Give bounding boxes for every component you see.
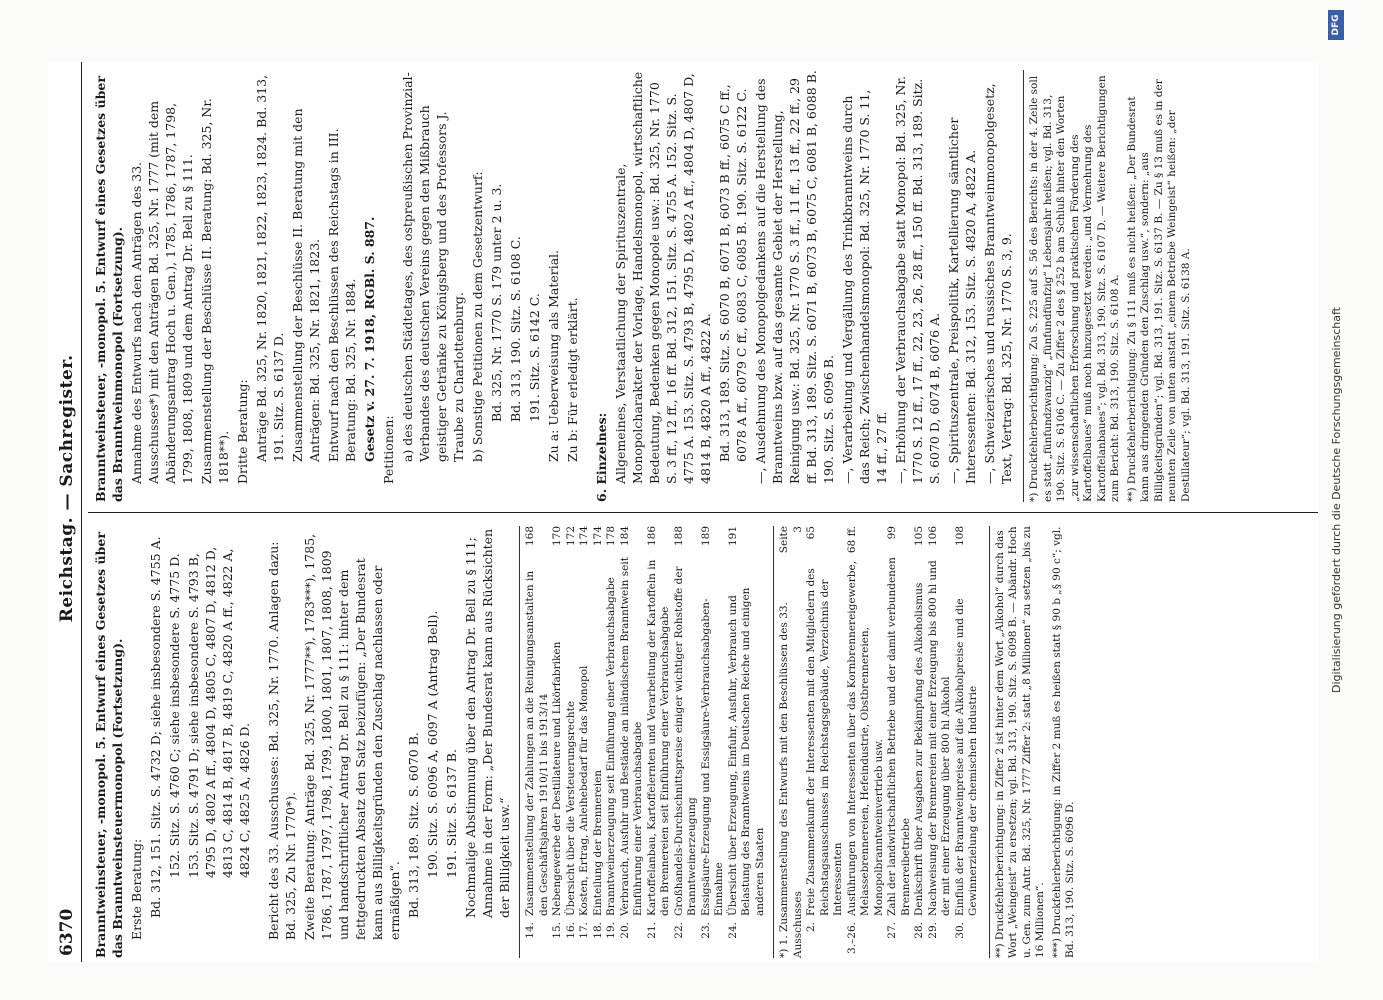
running-head <box>48 62 82 962</box>
right-column <box>92 70 1196 502</box>
footnote: **) Druckfehlerberichtigung: in Ziffer 2 ist hinter dem Wort „Alkohol“ durch das Wort „Weingeist“ zu ersetzen; vgl. Bd. 313, 190. Sitz. S. 6098 B. — Abändr. Hoch u. Gen. zum Antr. Bd. 325, Nr. 1777 Ziffer 2: statt „8 Millionen“ zu setzen „bis zu 16 Millionen“. <box>993 526 1046 958</box>
footnotes <box>1023 70 1193 502</box>
entry-line: 191. Sitz. S. 6137 B. <box>444 749 459 878</box>
list-item: *) 1. Zusammenstellung des Entwurfs mit den Beschlüssen des 33. Ausschusses Seite 3 <box>778 526 804 958</box>
entry-line: Zusammenstellung der Beschlüsse II. Beratung: Bd. 325, Nr. 1818**). <box>199 98 231 484</box>
left-column <box>92 526 1081 958</box>
entry-line: Gesetz v. 27. 7. 1918, RGBl. S. 887. <box>362 216 377 462</box>
list-item: 20. Verbrauch, Ausfuhr und Bestände an inländischem Branntwein seit Einführung einer Verbrauchsabgabe 184 <box>618 526 644 939</box>
entry-line: Bd. 313, 189. Sitz. S. 6070 B. <box>406 732 421 918</box>
list-item: 28. Denkschrift über Ausgaben zur Bekämpfung des Alkoholismus 105 <box>913 526 925 939</box>
page-number: 6370 <box>57 908 77 956</box>
footnotes <box>989 526 1078 958</box>
entry-line: —, Spirituszentrale, Preispolitik, Kartellierung sämtlicher Interessenten: Bd. 312, 153. Sitz. S. 4820 A, 4822 A. <box>946 117 978 484</box>
list-item: 27. Zahl der landwirtschaftlichen Betriebe und der damit verbundenen Brennereibetriebe 99 <box>886 526 912 939</box>
entry-line: —, Ausdehnung des Monopolgedankens auf die Herstellung des Branntweins bzw. auf das gesamte Gebiet der Herstellung, Reinigung usw.: Bd. 325, Nr. 1770 S. 3 ff., 11 ff., 13 ff., 22 ff., 29 ff. Bd. 313, 189. Sitz. S. 6071 B, 6073 B, 6075 C, 6081 B, 6088 B. 190. Sitz. S. 6096 B. <box>753 70 836 484</box>
dfg-logo: DFG <box>1328 10 1344 40</box>
appendix-list-2 <box>773 526 981 958</box>
list-item: 21. Kartoffelanbau, Kartoffelernten und Verarbeitung der Kartoffeln in den Brennereien seit Einführung einer Verbrauchsabgabe 186 <box>645 526 671 939</box>
list-item: 23. Essigsäure-Erzeugung und Essigsäure-Verbrauchsabgaben-Einnahme 189 <box>699 526 725 939</box>
entry-line: Nochmalige Abstimmung über den Antrag Dr. Bell zu § 111; Annahme in der Form: „Der Bundesrat kann aus Rücksichten der Billigkeit usw.“ <box>463 528 512 918</box>
entry-line: Bd. 313, 190. Sitz. S. 6108 C. <box>508 236 523 422</box>
entry-line: Bd. 312, 151. Sitz. S. 4732 D; siehe insbesondere S. 4755 A. <box>148 536 163 918</box>
entry-line: b) Sonstige Petitionen zu dem Gesetzentwurf: <box>470 171 485 462</box>
list-item: 29. Nachweisung der Brennereien mit einer Erzeugung bis 800 hl und der mit einer Erzeugung über 800 hl Alkohol 106 <box>926 526 952 939</box>
entry-line: 153. Sitz. S. 4791 D; siehe insbesondere S. 4793 B, 4795 D, 4802 A ff., 4804 D, 4805 C, 4807 D, 4812 D, 4813 C, 4814 B, 4817 B, 4819 C, 4820 A ff., 4822 A, 4824 C, 4825 A, 4826 D. <box>186 546 252 878</box>
entry-line: Entwurf nach den Beschlüssen des Reichstags in III. Beratung: Bd. 325, Nr. 1884. <box>326 128 358 462</box>
footnote: **) Druckfehlerberichtigung: Zu § 111 muß es nicht heißen: „Der Bundesrat kann aus dringenden Gründen den Zuschlag usw.“, sondern: „aus Billigkeitsgründen“; vgl. Bd. 313, 191. Sitz. S. 6137 B. — Zu § 13 muß es in der neunten Zeile von unten anstatt „einem Betriebe Weingeist“ heißen: „der Destillateur“; vgl. Bd. 313, 191. Sitz. S. 6138 A. <box>1125 79 1192 502</box>
list-item: 24. Übersicht über Erzeugung, Einfuhr, Ausfuhr, Verbrauch und Belastung des Branntweins im Deutschen Reiche und einigen anderen Staaten 191 <box>726 526 766 939</box>
entry-line: Bericht des 33. Ausschusses: Bd. 325, Nr. 1770. Anlagen dazu: Bd. 325, Zu Nr. 1770*). <box>266 541 298 940</box>
entry-line: —, Verarbeitung und Vergällung des Trinkbranntweins durch das Reich; Zwischenhandelsmonopol: Bd. 325, Nr. 1770 S. 11, 14 ff., 27 ff. <box>840 89 889 484</box>
list-item: 17. Kosten, Ertrag, Anleihebedarf für das Monopol 174 <box>578 526 590 939</box>
entry-line: —, Schweizerisches und russisches Branntweinmonopolgesetz, Text, Vertrag: Bd. 325, Nr. 1770 S. 3, 9. <box>982 83 1014 484</box>
entry-line: Petitionen: <box>381 415 396 484</box>
entry-line: —, Erhöhung der Verbrauchsabgabe statt Monopol: Bd. 325, Nr. 1770 S. 12 ff., 17 ff., 22, 23, 26, 28 ff., 150 ff. Bd. 313, 189. Sitz. S. 6070 D, 6074 B, 6076 A. <box>893 75 942 484</box>
page-scan <box>48 62 1318 962</box>
list-item: 16. Übersicht über die Versteuerungsrechte 172 <box>564 526 577 939</box>
list-item: 15. Nebengewerbe der Destillateure und Likörfabriken 170 <box>551 526 563 939</box>
entry-heading: Branntweinsteuer, -monopol. 5. Entwurf eines Gesetzes über das Branntweinmonopol (Fortsetzung). <box>93 76 125 502</box>
footnote: *) Druckfehlerberichtigung: Zu S. 225 auf S. 56 des Berichts: in der 4. Zeile soll es statt „fünfundzwanzig“ „fünfundfünfzig“ Lebensjahr heißen; vgl. Bd. 313, 190. Sitz. S. 6106 C. — Zu Ziffer 2 des § 252 b am Schluß hinter den Worten „zur wissenschaftlichen Erforschung und praktischen Förderung des Kartoffelbaues“ muß noch hinzugesetzt werden: „und Vermehrung des Kartoffelanbaues“; vgl. Bd. 313, 190. Sitz. S. 6107 D. — Weitere Berichtigungen zum Bericht: Bd. 313, 190. Sitz. S. 6108 A. <box>1028 75 1121 502</box>
entry-line: Zusammenstellung der Beschlüsse II. Beratung mit den Anträgen: Bd. 325, Nr. 1821, 1823. <box>290 108 322 462</box>
list-item: 19. Branntweinerzeugung seit Einführung einer Verbrauchsabgabe 178 <box>605 526 617 939</box>
entry-line: 190. Sitz. S. 6096 A, 6097 A (Antrag Bell). <box>425 610 440 878</box>
list-item: 14. Zusammenstellung der Zahlungen an die Reinigungsanstalten in den Geschäftsjahren 1910/11 bis 1913/14 168 <box>524 526 550 939</box>
entry-line: Erste Beratung: <box>129 838 144 940</box>
entry-line: 152. Sitz. S. 4760 C; siehe insbesondere S. 4775 D. <box>167 553 182 878</box>
entry-line: Zweite Beratung: Anträge Bd. 325, Nr. 1777**), 1783***), 1785, 1786, 1787, 1797, 1798, 1799, 1800, 1801, 1807, 1808, 1809 und handschriftlicher Antrag Dr. Bell zu § 111: hinter dem fettgedruckten Absatz den Satz beizufügen: „Der Bundesrat kann aus Billigkeitsgründen den Zuschlag nachlassen oder ermäßigen“. <box>302 533 402 940</box>
list-item: 3.–26. Ausführungen von Interessenten über das Kornbrennereigewerbe, Melassebrennereien, Hefeindustrie, Obstbrennereien, Monopolbranntweinvertrieb usw. 68 ff. <box>845 526 885 954</box>
entry-heading: 6. Einzelnes: <box>594 412 609 502</box>
entry-line: Zu b: Für erledigt erklärt. <box>565 297 580 462</box>
entry-line: Zu a: Ueberweisung als Material. <box>546 249 561 462</box>
entry-line: Bd. 313, 189. Sitz. S. 6070 B, 6071 B, 6073 B ff., 6075 C ff., 6078 A ff., 6079 C ff., 6083 C, 6085 B. 190. Sitz. S. 6122 C. <box>717 84 749 462</box>
appendix-list <box>519 526 767 958</box>
entry-line: Allgemeines, Verstaatlichung der Spirituszentrale, Monopolcharakter der Vorlage, Handelsmonopol, wirtschaftliche Bedeutung, Bedenken gegen Monopole usw.: Bd. 325, Nr. 1770 S. 3 ff., 12 ff., 16 ff. Bd. 312, 151. Sitz. S. 4755 A. 152. Sitz. S. 4775 A. 153. Sitz. S. 4793 B, 4795 D, 4802 A ff., 4804 D, 4807 D, 4814 B, 4820 A ff., 4822 A. <box>613 71 713 484</box>
list-item: 30. Einfluß der Branntweinpreise auf die Alkoholpreise und die Gewinnerzielung der chemischen Industrie 108 <box>953 526 979 939</box>
entry-line: 191. Sitz. S. 6142 C. <box>527 293 542 422</box>
entry-line: Anträge Bd. 325, Nr. 1820, 1821, 1822, 1823, 1824. Bd. 313, 191. Sitz. S. 6137 D. <box>254 74 286 462</box>
list-item: 22. Großhandels-Durchschnittspreise einiger wichtiger Rohstoffe der Branntweinerzeugung 188 <box>672 526 698 939</box>
column-divider <box>88 512 1318 513</box>
footnote: ***) Druckfehlerberichtigung: in Ziffer 2 muß es heißen statt § 90 b „§ 90 c“; vgl. Bd. 313, 190. Sitz. S. 6096 D. <box>1050 526 1076 958</box>
list-item: 2. Freie Zusammenkunft der Interessenten mit den Mitgliedern des Reichstagsausschusses im Reichstagsgebäude, Verzeichnis der Interessenten 65 <box>805 526 844 933</box>
entry-line: a) des deutschen Städtetages, des ostpreußischen Provinzial-Verbandes des deutschen Vereins gegen den Mißbrauch geistiger Getränke zu Königsberg und des Professors J. Traube zu Charlottenburg. <box>400 72 466 462</box>
entry-line: Dritte Beratung: <box>235 379 250 484</box>
running-title: Reichstag. — Sachregister. <box>57 354 77 623</box>
list-item: 18. Einteilung der Brennereien 174 <box>591 526 604 939</box>
entry-line: Bd. 325, Nr. 1770 S. 179 unter 2 u. 3. <box>489 183 504 422</box>
entry-line: Annahme des Entwurfs nach den Anträgen des 33. Ausschusses*) mit den Anträgen Bd. 325, Nr. 1777 (mit dem Abänderungsantrag Hoch u. Gen.), 1785, 1786, 1787, 1798, 1799, 1808, 1809 und dem Antrag Dr. Bell zu § 111. <box>129 100 195 484</box>
entry-heading: Branntweinsteuer, -monopol. 5. Entwurf eines Gesetzes über das Branntweinsteuermonopol (Fortsetzung). <box>93 532 125 958</box>
digitization-credit: Digitalisierung gefördert durch die Deutsche Forschungsgemeinschaft <box>1330 307 1343 693</box>
